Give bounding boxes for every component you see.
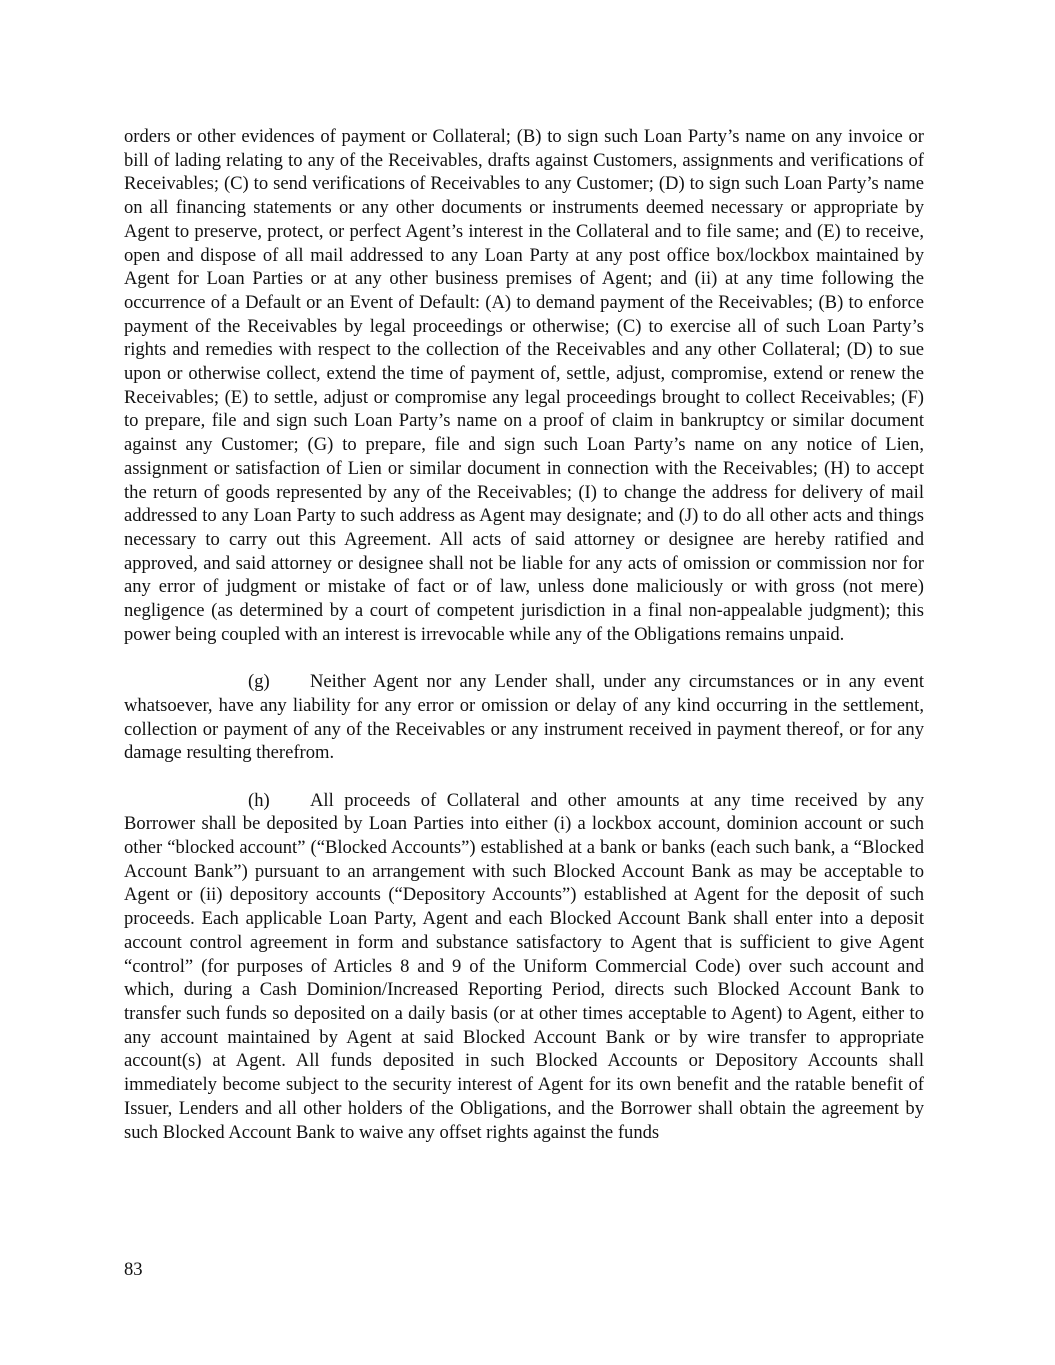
paragraph-text: Neither Agent nor any Lender shall, under any circumstances or in any event whatsoever, have any liability for any error or omission or delay of any kind occurring in the settlement, collection or payment of any of the Receivables or any instrument received in payment thereof, or for any damage resulting therefrom. — [124, 671, 924, 764]
document-body — [124, 125, 924, 1168]
paragraph-h — [124, 789, 924, 1145]
paragraph-label: (h) — [248, 789, 270, 811]
paragraph-label: (g) — [248, 671, 270, 693]
page-number: 83 — [124, 1259, 143, 1280]
paragraph-power-of-attorney-continued — [124, 125, 924, 646]
paragraph-g — [124, 670, 924, 765]
paragraph-text: All proceeds of Collateral and other amounts at any time received by any Borrower shall be deposited by Loan Parties into either (i) a lockbox account, dominion account or such other “blocked account” (“Blocked Accounts”) established at a bank or banks (each such bank, a “Blocked Account Bank”) pursuant to an arrangement with such Blocked Account Bank as may be acceptable to Agent or (ii) depository accounts (“Depository Accounts”) established at Agent for the deposit of such proceeds. Each applicable Loan Party, Agent and each Blocked Account Bank shall enter into a deposit account control agreement in form and substance satisfactory to Agent that is sufficient to give Agent “control” (for purposes of Articles 8 and 9 of the Uniform Commercial Code) over such account and which, during a Cash Dominion/Increased Reporting Period, directs such Blocked Account Bank to transfer such funds so deposited on a daily basis (or at other times acceptable to Agent) to Agent, either to any account maintained by Agent at said Blocked Account Bank or by wire transfer to appropriate account(s) at Agent. All funds deposited in such Blocked Accounts or Depository Accounts shall immediately become subject to the security interest of Agent for its own benefit and the ratable benefit of Issuer, Lenders and all other holders of the Obligations, and the Borrower shall obtain the agreement by such Blocked Account Bank to waive any offset rights against the funds — [124, 789, 924, 1143]
paragraph-text: orders or other evidences of payment or Collateral; (B) to sign such Loan Party’s name on any invoice or bill of lading relating to any of the Receivables, drafts against Customers, assignments and verifications of Receivables; (C) to send verifications of Receivables to any Customer; (D) to sign such Loan Party’s name on all financing statements or any other documents or instruments deemed necessary or appropriate by Agent to preserve, protect, or perfect Agent’s interest in the Collateral and to file same; and (E) to receive, open and dispose of all mail addressed to any Loan Party at any post office box/lockbox maintained by Agent for Loan Parties or at any other business premises of Agent; and (ii) at any time following the occurrence of a Default or an Event of Default: (A) to demand payment of the Receivables; (B) to enforce payment of the Receivables by legal proceedings or otherwise; (C) to exercise all of such Loan Party’s rights and remedies with respect to the collection of the Receivables and any other Collateral; (D) to sue upon or otherwise collect, extend the time of payment of, settle, adjust, compromise, extend or renew the Receivables; (E) to settle, adjust or compromise any legal proceedings brought to collect Receivables; (F) to prepare, file and sign such Loan Party’s name on a proof of claim in bankruptcy or similar document against any Customer; (G) to prepare, file and sign such Loan Party’s name on any notice of Lien, assignment or satisfaction of Lien or similar document in connection with the Receivables; (H) to accept the return of goods represented by any of the Receivables; (I) to change the address for delivery of mail addressed to any Loan Party to such address as Agent may designate; and (J) to do all other acts and things necessary to carry out this Agreement. All acts of said attorney or designee are hereby ratified and approved, and said attorney or designee shall not be liable for any acts of omission or commission nor for any error of judgment or mistake of fact or of law, unless done maliciously or with gross (not mere) negligence (as determined by a court of competent jurisdiction in a final non-appealable judgment); this power being coupled with an interest is irrevocable while any of the Obligations remains unpaid. — [124, 126, 924, 645]
